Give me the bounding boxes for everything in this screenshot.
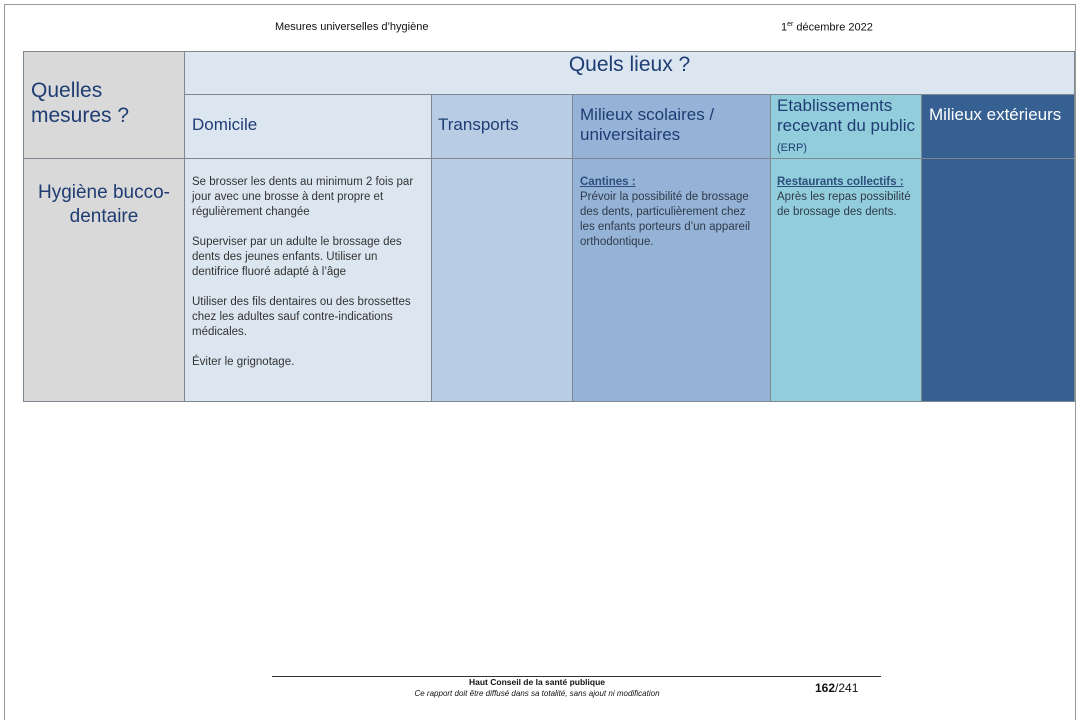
measures-heading: Quelles mesures ?	[24, 52, 185, 159]
cell-domicile	[185, 159, 432, 402]
column-header-outdoor: Milieux extérieurs	[922, 95, 1075, 159]
hygiene-measures-table	[23, 51, 1075, 402]
cell-outdoor	[922, 159, 1075, 402]
school-sublabel: Cantines :	[580, 176, 636, 188]
document-title: Mesures universelles d’hygiène	[275, 21, 429, 33]
erp-header-abbr: (ERP)	[777, 142, 807, 154]
column-header-transports: Transports	[432, 95, 573, 159]
column-header-erp	[771, 95, 922, 159]
domicile-paragraph: Éviter le grignotage.	[192, 356, 295, 368]
cell-erp	[771, 159, 922, 402]
erp-sublabel: Restaurants collectifs :	[777, 176, 904, 188]
places-heading: Quels lieux ?	[185, 52, 1075, 95]
date-superscript: er	[787, 21, 794, 28]
date-day: 1	[781, 21, 788, 34]
cell-school	[573, 159, 771, 402]
page-number	[815, 681, 858, 695]
domicile-paragraph: Se brosser les dents au minimum 2 fois par jour avec une brosse à dent propre et régulièrement changée	[192, 176, 414, 218]
school-text: Prévoir la possibilité de brossage des dents, particulièrement chez les enfants porteurs d’un appareil orthodontique.	[580, 191, 751, 248]
page-total: /241	[835, 681, 859, 695]
footer-organization: Haut Conseil de la santé publique	[468, 677, 606, 687]
column-header-school: Milieux scolaires / universitaires	[573, 95, 771, 159]
date-rest: décembre 2022	[793, 21, 873, 34]
footer-note: Ce rapport doit être diffusé dans sa totalité, sans ajout ni modification	[414, 689, 660, 698]
page-current: 162	[815, 681, 836, 695]
domicile-paragraph: Utiliser des fils dentaires ou des brossettes chez les adultes sauf contre-indications médicales.	[192, 296, 411, 338]
erp-header-main: Etablissements recevant du public	[777, 96, 915, 135]
column-header-domicile: Domicile	[185, 95, 432, 159]
table-row	[24, 159, 1075, 402]
erp-text: Après les repas possibilité de brossage des dents.	[777, 191, 911, 218]
document-date	[781, 21, 873, 34]
row-label-oral-hygiene: Hygiène bucco-dentaire	[24, 159, 185, 402]
cell-transports	[432, 159, 573, 402]
domicile-paragraph: Superviser par un adulte le brossage des dents des jeunes enfants. Utiliser un dentifrice fluoré adapté à l’âge	[192, 236, 402, 278]
